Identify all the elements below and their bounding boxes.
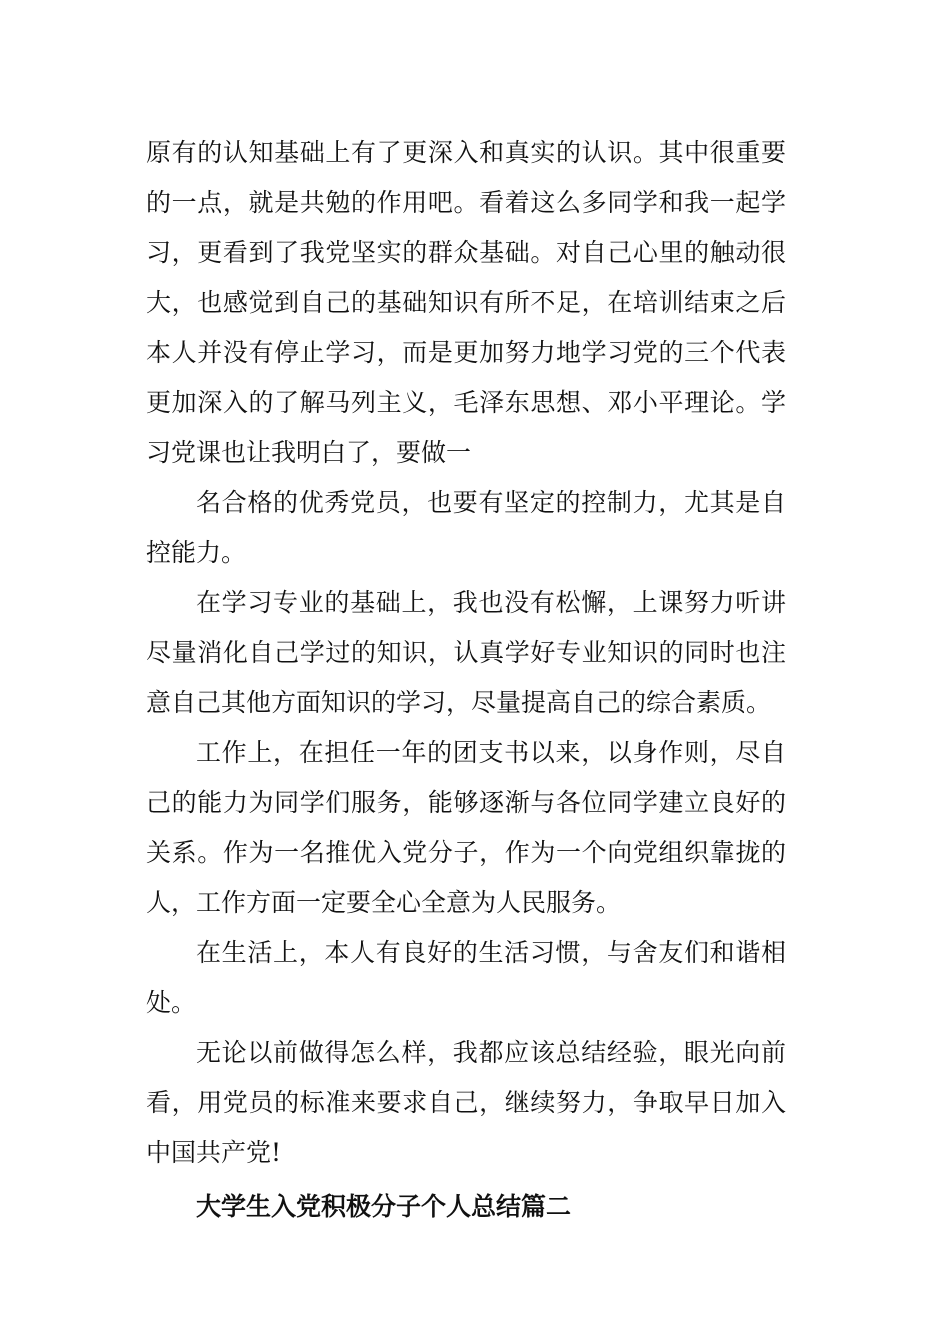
- paragraph-1: 原有的认知基础上有了更深入和真实的认识。其中很重要的一点，就是共勉的作用吧。看着这么多同学和我一起学习，更看到了我党坚实的群众基础。对自己心里的触动很大，也感觉到自己的基础知识有所不足，在培训结束之后本人并没有停止学习，而是更加努力地学习党的三个代表更加深入的了解马列主义，毛泽东思想、邓小平理论。学习党课也让我明白了，要做一: [146, 138, 786, 467]
- paragraph-5: 在生活上，本人有良好的生活习惯，与舍友们和谐相处。: [146, 938, 786, 1017]
- paragraph-2: 名合格的优秀党员，也要有坚定的控制力，尤其是自控能力。: [146, 488, 786, 567]
- section-heading: 大学生入党积极分子个人总结篇二: [196, 1192, 572, 1221]
- paragraph-3: 在学习专业的基础上，我也没有松懈，上课努力听讲尽量消化自己学过的知识，认真学好专业知识的同时也注意自己其他方面知识的学习，尽量提高自己的综合素质。: [146, 588, 786, 717]
- paragraph-6: 无论以前做得怎么样，我都应该总结经验，眼光向前看，用党员的标准来要求自己，继续努力，争取早日加入中国共产党!: [146, 1038, 786, 1167]
- paragraph-4: 工作上，在担任一年的团支书以来，以身作则，尽自己的能力为同学们服务，能够逐渐与各位同学建立良好的关系。作为一名推优入党分子，作为一个向党组织靠拢的人，工作方面一定要全心全意为人民服务。: [146, 738, 786, 917]
- document-page: [146, 128, 786, 1232]
